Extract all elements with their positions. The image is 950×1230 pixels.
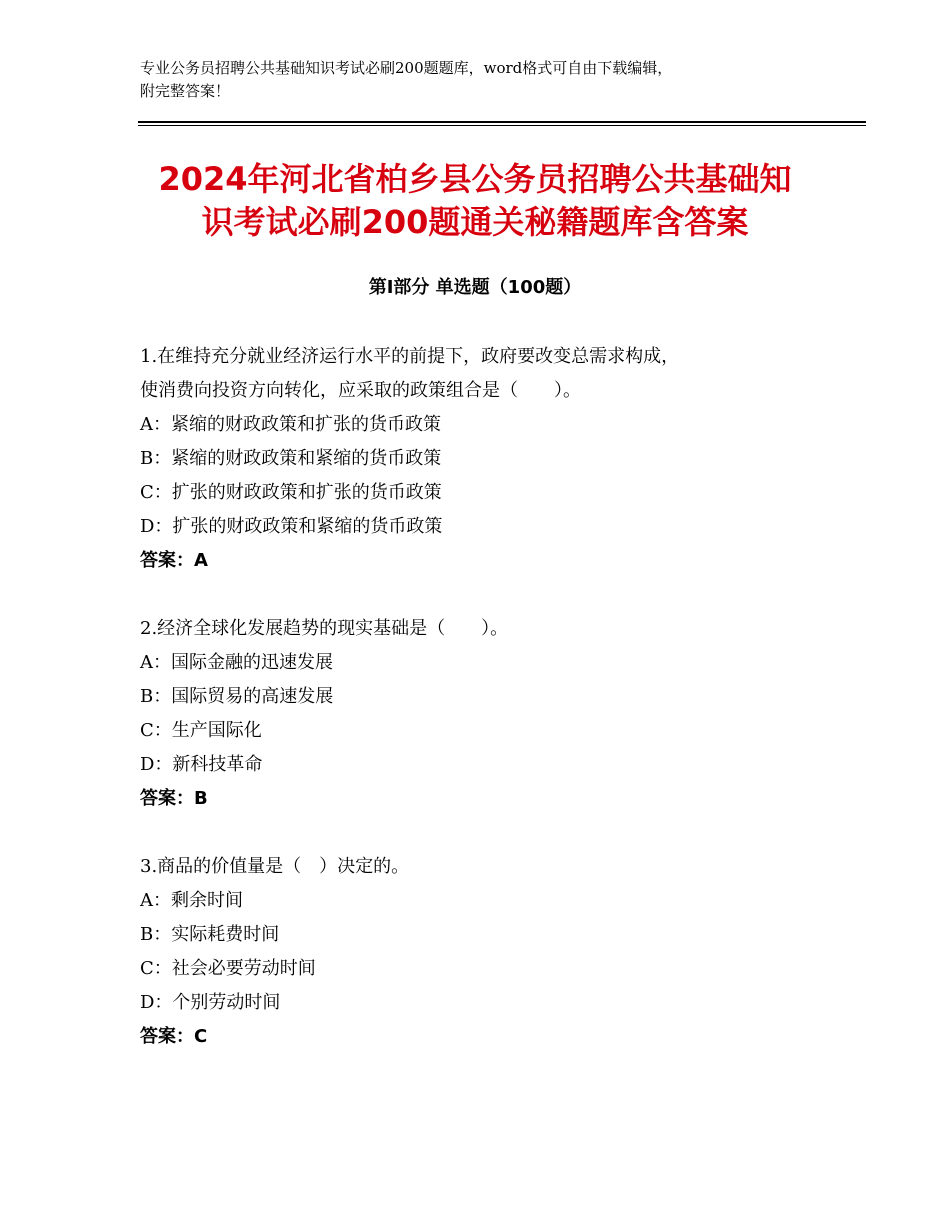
question-stem: 2.经济全球化发展趋势的现实基础是（ ）。 (140, 618, 509, 639)
header-divider-thick (138, 121, 866, 123)
option-c: C：社会必要劳动时间 (140, 958, 316, 979)
header-note (140, 57, 820, 103)
option-c: C：生产国际化 (140, 720, 262, 741)
option-b: B：实际耗费时间 (140, 924, 280, 945)
answer-label: 答案：C (140, 1026, 208, 1047)
document-title-line-1: 2024年河北省柏乡县公务员招聘公共基础知 (158, 160, 792, 198)
option-a: A：剩余时间 (140, 890, 243, 911)
question-3 (140, 850, 830, 1054)
option-a: A：紧缩的财政政策和扩张的货币政策 (140, 414, 441, 435)
option-c: C：扩张的财政政策和扩张的货币政策 (140, 482, 442, 503)
header-divider-thin (138, 125, 866, 126)
section-title: 第Ⅰ部分 单选题（100题） (368, 277, 582, 298)
question-stem: 1.在维持充分就业经济运行水平的前提下，政府要改变总需求构成， (140, 346, 680, 367)
document-title-line-2: 识考试必刷200题通关秘籍题库含答案 (201, 203, 749, 241)
document-title (130, 158, 820, 244)
question-stem-continued: 使消费向投资方向转化，应采取的政策组合是（ ）。 (140, 380, 581, 401)
answer-label: 答案：B (140, 788, 208, 809)
option-d: D：扩张的财政政策和紧缩的货币政策 (140, 516, 443, 537)
header-divider (138, 121, 866, 126)
question-stem: 3.商品的价值量是（ ）决定的。 (140, 856, 410, 877)
option-b: B：紧缩的财政政策和紧缩的货币政策 (140, 448, 442, 469)
option-d: D：个别劳动时间 (140, 992, 281, 1013)
header-note-line-1: 专业公务员招聘公共基础知识考试必刷200题题库，word格式可自由下载编辑， (140, 59, 673, 77)
question-1 (140, 340, 830, 578)
option-b: B：国际贸易的高速发展 (140, 686, 334, 707)
option-d: D：新科技革命 (140, 754, 263, 775)
option-a: A：国际金融的迅速发展 (140, 652, 333, 673)
question-2 (140, 612, 830, 816)
answer-label: 答案：A (140, 550, 208, 571)
question-list (140, 340, 830, 1088)
header-note-line-2: 附完整答案！ (140, 82, 231, 100)
